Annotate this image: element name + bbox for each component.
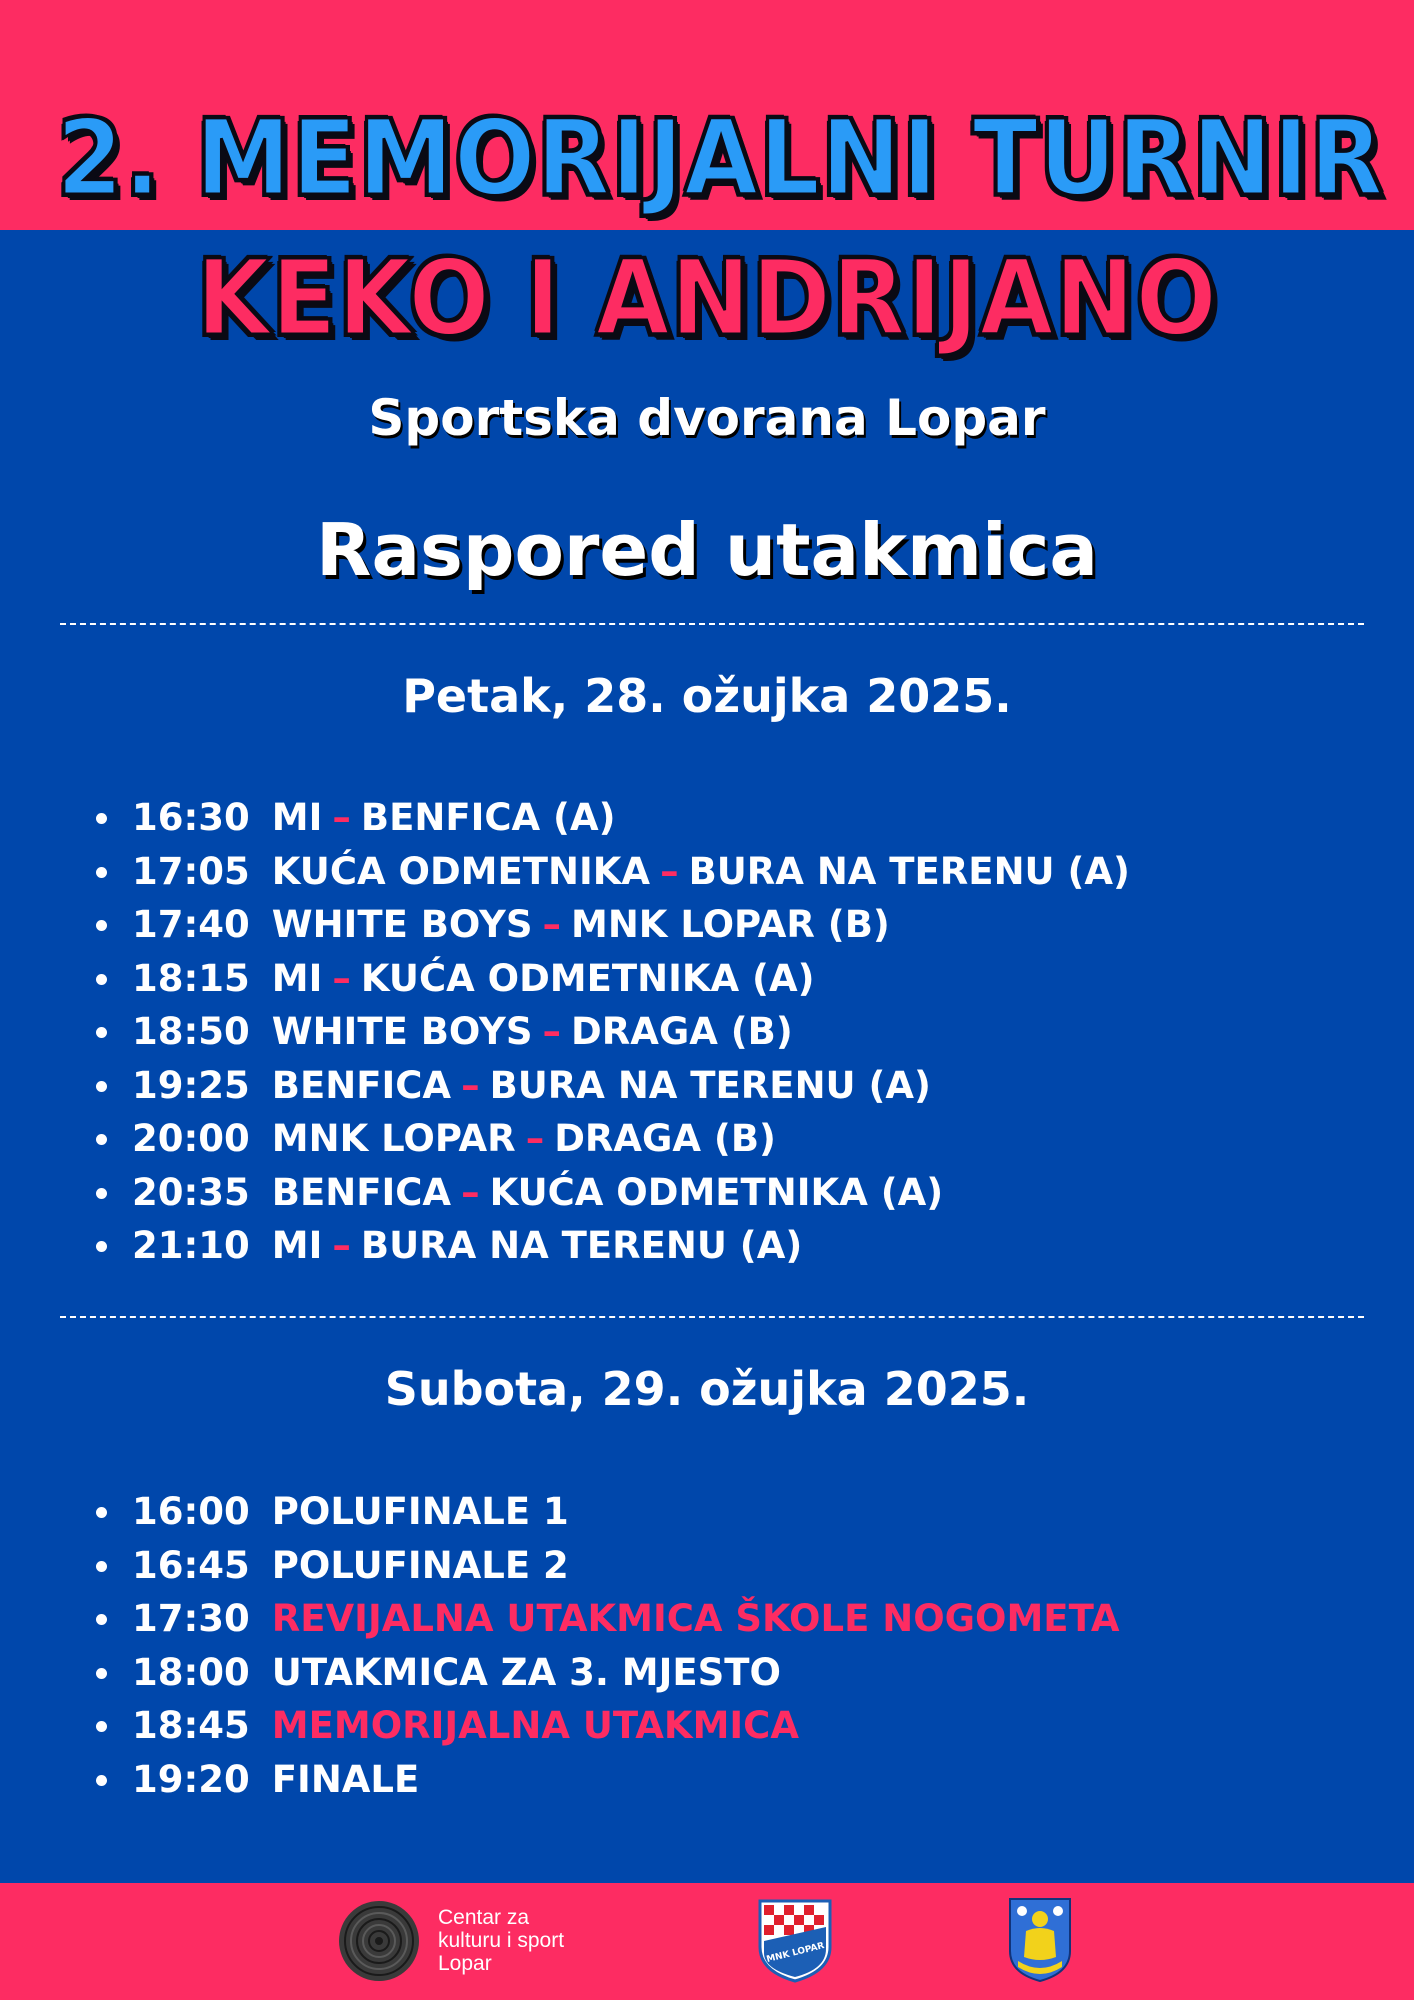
culture-center-caption xyxy=(438,1906,638,1975)
event-label: UTAKMICA ZA 3. MJESTO xyxy=(271,1650,781,1694)
event-item xyxy=(92,1699,1342,1753)
match-time: 18:15 xyxy=(132,956,250,1000)
event-item xyxy=(92,1539,1342,1593)
event-item xyxy=(92,1753,1342,1807)
match-time: 17:05 xyxy=(132,849,250,893)
event-label-highlight: REVIJALNA UTAKMICA ŠKOLE NOGOMETA xyxy=(271,1597,1120,1640)
culture-center-logo-icon xyxy=(338,1900,420,1982)
team-home: MNK LOPAR xyxy=(271,1117,516,1160)
team-away: BURA NA TERENU (A) xyxy=(360,1224,803,1267)
match-item xyxy=(92,1059,1342,1113)
event-time: 19:20 xyxy=(132,1757,250,1801)
team-away: BENFICA (A) xyxy=(360,796,616,839)
match-time: 20:00 xyxy=(132,1117,250,1160)
event-item xyxy=(92,1485,1342,1539)
match-separator: – xyxy=(332,796,351,839)
match-item xyxy=(92,1166,1342,1220)
tournament-title: 2. MEMORIJALNI TURNIR xyxy=(56,97,1385,219)
club-logo-text: MNK LOPAR xyxy=(765,1941,826,1966)
event-label: POLUFINALE 1 xyxy=(271,1490,569,1533)
match-item xyxy=(92,952,1342,1006)
caption-line: Centar za xyxy=(438,1906,530,1929)
match-item xyxy=(92,1219,1342,1273)
caption-line: Lopar xyxy=(438,1952,492,1975)
match-item xyxy=(92,1005,1342,1059)
caption-line: kulturu i sport xyxy=(438,1929,565,1952)
match-time: 17:40 xyxy=(132,903,250,946)
event-item xyxy=(92,1646,1342,1700)
match-item xyxy=(92,1112,1342,1166)
event-label-highlight: MEMORIJALNA UTAKMICA xyxy=(271,1704,799,1747)
match-separator: – xyxy=(332,1224,351,1267)
match-separator: – xyxy=(332,956,351,1000)
event-time: 18:00 xyxy=(132,1650,250,1694)
match-time: 21:10 xyxy=(132,1224,250,1267)
day1-title: Petak, 28. ožujka 2025. xyxy=(402,669,1012,723)
match-item xyxy=(92,845,1342,899)
mnk-lopar-club-logo-icon xyxy=(756,1897,834,1983)
match-item xyxy=(92,898,1342,952)
match-separator: – xyxy=(461,1170,480,1214)
match-time: 20:35 xyxy=(132,1170,250,1214)
event-time: 17:30 xyxy=(132,1597,250,1640)
team-away: BURA NA TERENU (A) xyxy=(688,849,1130,893)
match-separator: – xyxy=(461,1063,480,1107)
footer-band xyxy=(0,1883,1414,2000)
team-home: MI xyxy=(271,796,323,839)
team-home: MI xyxy=(271,1224,323,1267)
team-home: WHITE BOYS xyxy=(271,1010,533,1053)
event-label: POLUFINALE 2 xyxy=(271,1543,569,1587)
lopar-municipality-crest-icon xyxy=(1006,1895,1074,1983)
event-label: FINALE xyxy=(271,1757,420,1801)
match-time: 19:25 xyxy=(132,1063,250,1107)
team-home: BENFICA xyxy=(271,1170,452,1214)
match-separator: – xyxy=(525,1117,545,1160)
team-home: MI xyxy=(271,956,323,1000)
event-time: 18:45 xyxy=(132,1704,250,1747)
event-item xyxy=(92,1592,1342,1646)
match-separator: – xyxy=(660,849,679,893)
team-away: MNK LOPAR (B) xyxy=(571,903,890,946)
divider-top xyxy=(60,623,1364,625)
divider-middle xyxy=(60,1316,1364,1318)
team-away: KUĆA ODMETNIKA (A) xyxy=(360,956,815,1000)
team-away: DRAGA (B) xyxy=(571,1010,793,1053)
schedule-heading: Raspored utakmica xyxy=(316,508,1098,592)
team-home: WHITE BOYS xyxy=(271,903,533,946)
match-separator: – xyxy=(542,903,561,946)
day1-match-list xyxy=(92,791,1342,1273)
event-time: 16:00 xyxy=(132,1490,250,1533)
tournament-subtitle: KEKO I ANDRIJANO xyxy=(196,237,1218,359)
team-home: KUĆA ODMETNIKA xyxy=(271,849,651,893)
team-away: KUĆA ODMETNIKA (A) xyxy=(489,1170,944,1214)
match-separator: – xyxy=(542,1010,561,1053)
day2-event-list xyxy=(92,1485,1342,1806)
venue-name: Sportska dvorana Lopar xyxy=(368,389,1046,447)
match-time: 18:50 xyxy=(132,1010,250,1053)
team-home: BENFICA xyxy=(271,1063,452,1107)
event-time: 16:45 xyxy=(132,1543,250,1587)
match-time: 16:30 xyxy=(132,796,250,839)
team-away: BURA NA TERENU (A) xyxy=(489,1063,931,1107)
day2-title: Subota, 29. ožujka 2025. xyxy=(384,1362,1030,1416)
team-away: DRAGA (B) xyxy=(554,1117,776,1160)
match-item xyxy=(92,791,1342,845)
